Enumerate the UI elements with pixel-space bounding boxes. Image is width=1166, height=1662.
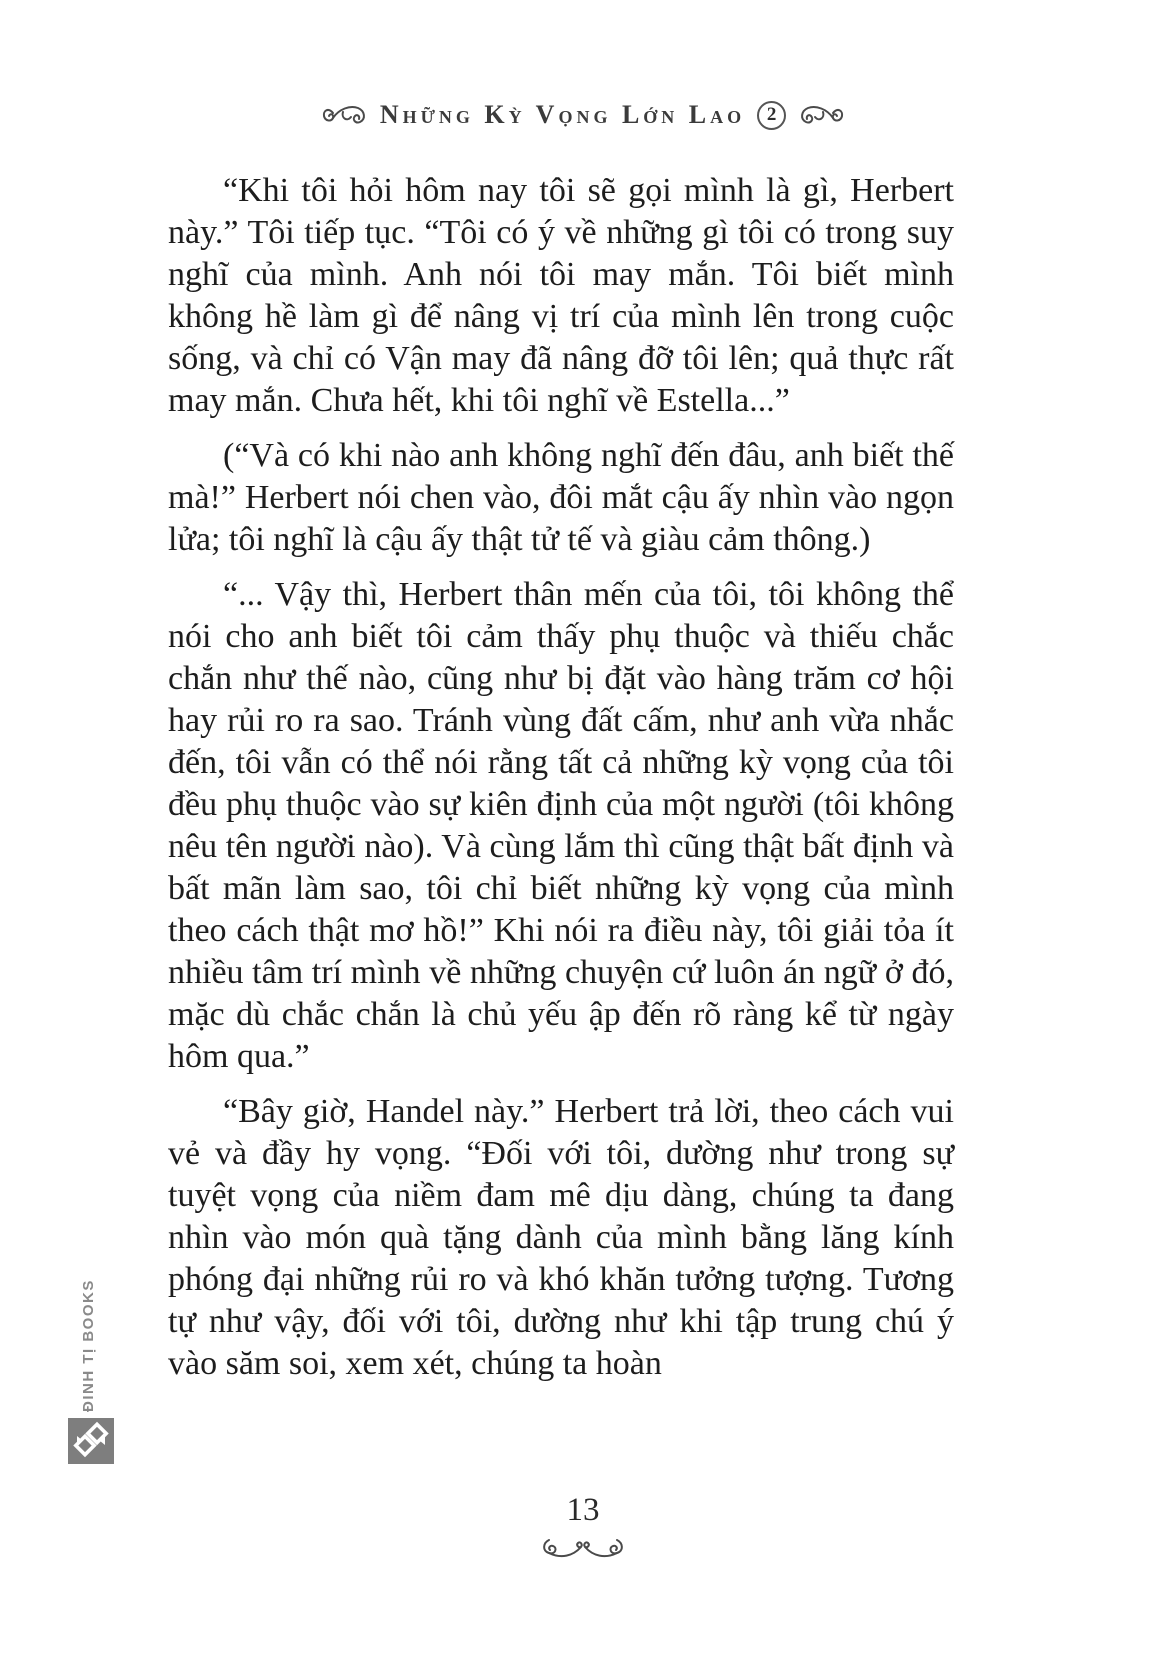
body-text bbox=[168, 170, 954, 1385]
flourish-right-icon bbox=[798, 100, 844, 130]
paragraph: “... Vậy thì, Herbert thân mến của tôi, tôi không thể nói cho anh biết tôi cảm thấy phụ thuộc và thiếu chắc chắn như thế nào, cũng như bị đặt vào hàng trăm cơ hội hay rủi ro ra sao. Tránh vùng đất cấm, như anh vừa nhắc đến, tôi vẫn có thể nói rằng tất cả những kỳ vọng của tôi đều phụ thuộc vào sự kiên định của một người (tôi không nêu tên người nào). Và cùng lắm thì cũng thật bất định và bất mãn làm sao, tôi chỉ biết những kỳ vọng của mình theo cách thật mơ hồ!” Khi nói ra điều này, tôi giải tỏa ít nhiều tâm trí mình về những chuyện cứ luôn án ngữ ở đó, mặc dù chắc chắn là chủ yếu ập đến rõ ràng kể từ ngày hôm qua.” bbox=[168, 576, 954, 1075]
dinh-ti-books-logo-icon bbox=[68, 1418, 114, 1464]
paragraph: “Bây giờ, Handel này.” Herbert trả lời, theo cách vui vẻ và đầy hy vọng. “Đối với tôi, dường như trong sự tuyệt vọng của niềm đam mê dịu dàng, chúng ta đang nhìn vào món quà tặng dành của mình bằng lăng kính phóng đại những rủi ro và khó khăn tưởng tượng. Tương tự như vậy, đối với tôi, dường như khi tập trung chú ý vào săm soi, xem xét, chúng ta hoàn bbox=[168, 1093, 954, 1382]
paragraph: (“Và có khi nào anh không nghĩ đến đâu, anh biết thế mà!” Herbert nói chen vào, đôi mắt cậu ấy nhìn vào ngọn lửa; tôi nghĩ là cậu ấy thật tử tế và giàu cảm thông.) bbox=[168, 437, 954, 558]
volume-badge: 2 bbox=[757, 101, 786, 130]
flourish-left-icon bbox=[322, 100, 368, 130]
paragraph: “Khi tôi hỏi hôm nay tôi sẽ gọi mình là gì, Herbert này.” Tôi tiếp tục. “Tôi có ý về những gì tôi có trong suy nghĩ của mình. Anh nói tôi may mắn. Tôi biết mình không hề làm gì để nâng vị trí của mình lên trong cuộc sống, và chỉ có Vận may đã nâng đỡ tôi lên; quả thực rất may mắn. Chưa hết, khi tôi nghĩ về Estella...” bbox=[168, 172, 954, 419]
page-number: 13 bbox=[566, 1492, 600, 1528]
footer-flourish-icon bbox=[0, 1534, 1166, 1560]
publisher-name: ĐINH TỊ BOOKS bbox=[80, 1279, 97, 1412]
page-header bbox=[0, 100, 1166, 130]
book-title: Những Kỳ Vọng Lớn Lao bbox=[379, 100, 746, 129]
